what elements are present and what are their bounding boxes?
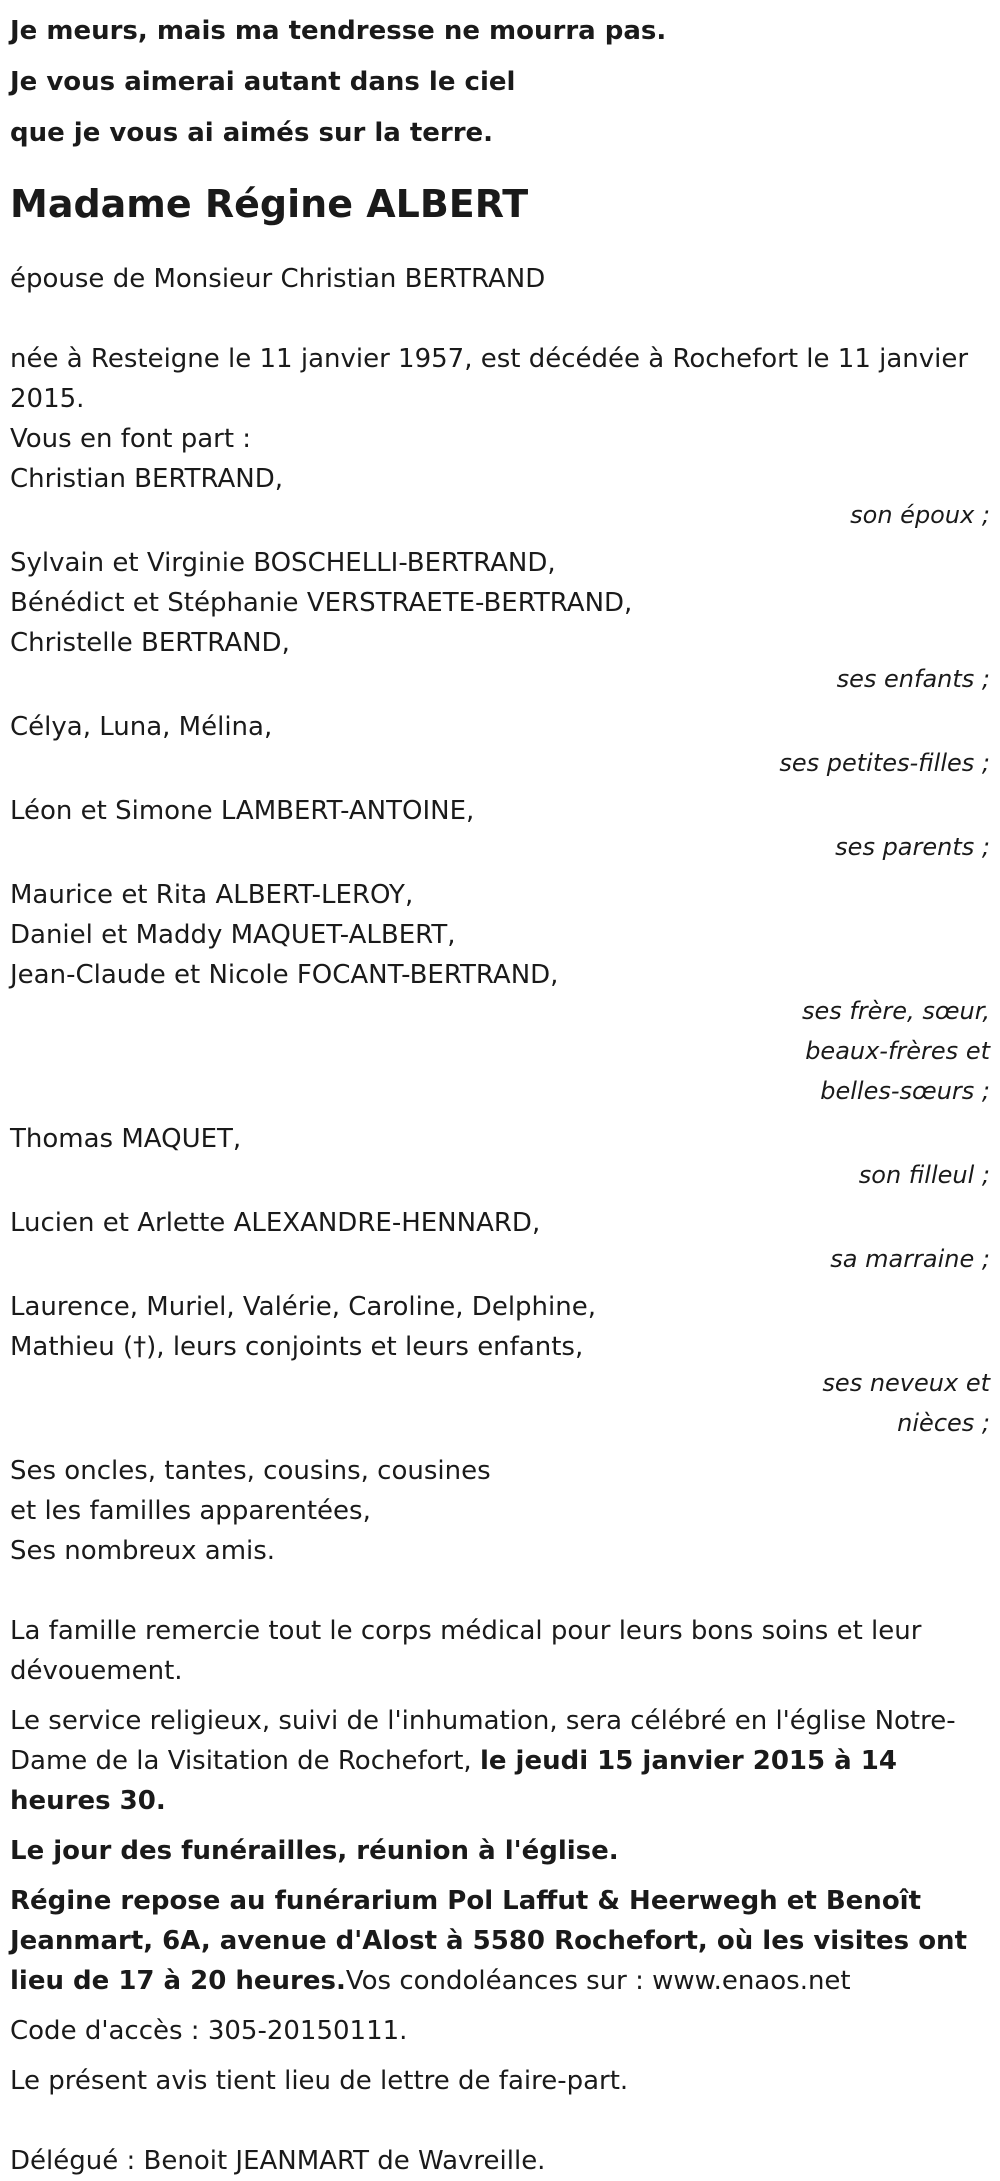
family-group bbox=[10, 791, 990, 867]
family-names: Bénédict et Stéphanie VERSTRAETE-BERTRAND, bbox=[10, 588, 633, 618]
family-names: Léon et Simone LAMBERT-ANTOINE, bbox=[10, 796, 475, 826]
family-names: Laurence, Muriel, Valérie, Caroline, Delphine, bbox=[10, 1292, 596, 1322]
family-role: son filleul ; bbox=[858, 1161, 990, 1189]
service-paragraph bbox=[10, 1701, 990, 1821]
birth-death-line: née à Resteigne le 11 janvier 1957, est décédée à Rochefort le 11 janvier 2015. bbox=[10, 344, 969, 414]
spouse-line: épouse de Monsieur Christian BERTRAND bbox=[10, 264, 546, 294]
family-names: Mathieu (†), leurs conjoints et leurs enfants, bbox=[10, 1332, 584, 1362]
service-date: le jeudi 15 janvier 2015 à 14 heures 30. bbox=[10, 1746, 897, 1816]
family-group bbox=[10, 875, 990, 1111]
family-role: nièces ; bbox=[897, 1409, 990, 1437]
notice-text: Le présent avis tient lieu de lettre de faire-part. bbox=[10, 2066, 629, 2096]
family-group bbox=[10, 1119, 990, 1195]
access-code: Code d'accès : 305-20150111. bbox=[10, 2016, 408, 2046]
funeral-home-details: Régine repose au funérarium Pol Laffut & Heerwegh et Benoît Jeanmart, 6A, avenue d'Alost à 5580 Rochefort, où les visites ont lieu de 17 à 20 heures. bbox=[10, 1886, 967, 1996]
thanks-paragraph: La famille remercie tout le corps médical pour leurs bons soins et leur dévouement. bbox=[10, 1616, 922, 1686]
family-role: ses petites-filles ; bbox=[779, 749, 990, 777]
announce-intro: Vous en font part : bbox=[10, 424, 252, 454]
other-relatives-line: Ses oncles, tantes, cousins, cousines bbox=[10, 1456, 491, 1486]
family-group bbox=[10, 707, 990, 783]
family-names: Jean-Claude et Nicole FOCANT-BERTRAND, bbox=[10, 960, 559, 990]
epigraph-line: Je vous aimerai autant dans le ciel bbox=[10, 67, 516, 97]
other-relatives bbox=[10, 1451, 990, 1571]
delegate-line: Délégué : Benoit JEANMART de Wavreille. bbox=[10, 2146, 546, 2176]
family-role: beaux-frères et bbox=[805, 1037, 990, 1065]
family-names: Sylvain et Virginie BOSCHELLI-BERTRAND, bbox=[10, 548, 556, 578]
family-group bbox=[10, 1287, 990, 1443]
family-role: son époux ; bbox=[850, 501, 990, 529]
family-group bbox=[10, 459, 990, 535]
funeral-home-paragraph bbox=[10, 1881, 990, 2001]
family-names: Maurice et Rita ALBERT-LEROY, bbox=[10, 880, 414, 910]
family-group bbox=[10, 1203, 990, 1279]
condolences-text: Vos condoléances sur : www.enaos.net bbox=[345, 1966, 851, 1996]
family-names: Lucien et Arlette ALEXANDRE-HENNARD, bbox=[10, 1208, 541, 1238]
other-relatives-line: et les familles apparentées, bbox=[10, 1496, 371, 1526]
family-role: ses frère, sœur, bbox=[801, 997, 990, 1025]
family-names: Célya, Luna, Mélina, bbox=[10, 712, 273, 742]
family-names: Daniel et Maddy MAQUET-ALBERT, bbox=[10, 920, 456, 950]
family-role: belles-sœurs ; bbox=[820, 1077, 990, 1105]
reunion-paragraph: Le jour des funérailles, réunion à l'église. bbox=[10, 1836, 619, 1866]
epigraph-line: Je meurs, mais ma tendresse ne mourra pas. bbox=[10, 16, 667, 46]
service-details: Le service religieux, suivi de l'inhumation, sera célébré en l'église Notre-Dame de la Visitation de Rochefort, bbox=[10, 1706, 956, 1776]
other-relatives-line: Ses nombreux amis. bbox=[10, 1536, 276, 1566]
obituary-document bbox=[10, 6, 990, 2181]
family-role: ses parents ; bbox=[835, 833, 990, 861]
epigraph bbox=[10, 6, 990, 159]
family-role: sa marraine ; bbox=[830, 1245, 990, 1273]
family-group bbox=[10, 543, 990, 699]
family-names: Christian BERTRAND, bbox=[10, 464, 284, 494]
deceased-name: Madame Régine ALBERT bbox=[10, 182, 529, 226]
family-role: ses neveux et bbox=[822, 1369, 990, 1397]
family-names: Thomas MAQUET, bbox=[10, 1124, 242, 1154]
epigraph-line: que je vous ai aimés sur la terre. bbox=[10, 118, 494, 148]
family-role: ses enfants ; bbox=[836, 665, 990, 693]
family-names: Christelle BERTRAND, bbox=[10, 628, 290, 658]
